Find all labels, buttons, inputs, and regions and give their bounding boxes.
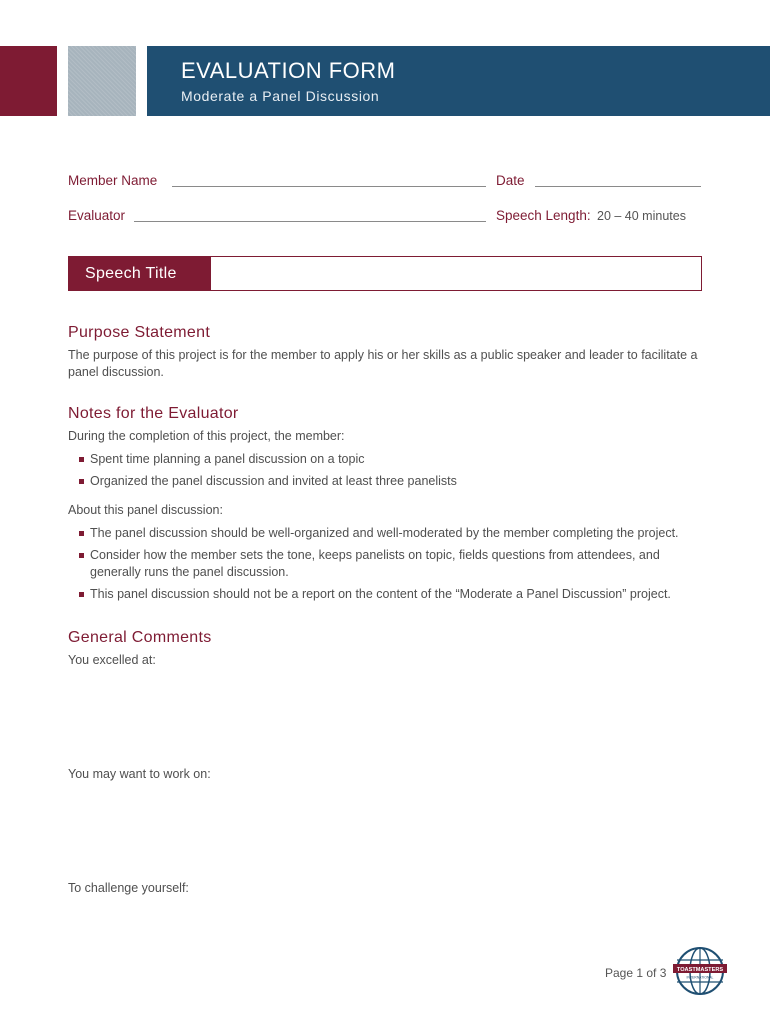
header-accent-maroon xyxy=(0,46,57,116)
form-subtitle: Moderate a Panel Discussion xyxy=(181,88,380,104)
list-item: This panel discussion should not be a report on the content of the “Moderate a Panel Discussion” project. xyxy=(78,586,703,603)
member-name-field[interactable] xyxy=(172,186,486,187)
challenge-label: To challenge yourself: xyxy=(68,881,189,895)
header-title-bar xyxy=(147,46,770,116)
work-on-label: You may want to work on: xyxy=(68,767,211,781)
page-number: Page 1 of 3 xyxy=(605,966,667,980)
list-item: Organized the panel discussion and invited at least three panelists xyxy=(78,473,703,490)
svg-text:INTERNATIONAL: INTERNATIONAL xyxy=(686,975,714,980)
purpose-heading: Purpose Statement xyxy=(68,324,211,341)
notes-heading: Notes for the Evaluator xyxy=(68,405,239,422)
speech-title-label: Speech Title xyxy=(69,257,211,290)
comments-heading: General Comments xyxy=(68,629,212,646)
speech-length-label: Speech Length: xyxy=(496,208,591,223)
date-field[interactable] xyxy=(535,186,701,187)
member-name-label: Member Name xyxy=(68,173,158,188)
purpose-text: The purpose of this project is for the member to apply his or her skills as a public speaker and leader to facilitate a panel discussion. xyxy=(68,348,698,379)
evaluator-field[interactable] xyxy=(134,221,486,222)
speech-title-input[interactable] xyxy=(212,257,701,290)
notes-intro-completion: During the completion of this project, the member: xyxy=(68,429,345,443)
excelled-label: You excelled at: xyxy=(68,653,156,667)
notes-list-completion xyxy=(78,451,703,495)
date-label: Date xyxy=(496,173,525,188)
notes-intro-about: About this panel discussion: xyxy=(68,503,223,517)
header-accent-gray xyxy=(68,46,136,116)
list-item: Spent time planning a panel discussion on a topic xyxy=(78,451,703,468)
list-item: The panel discussion should be well-organized and well-moderated by the member completing the project. xyxy=(78,525,703,542)
toastmasters-logo xyxy=(672,946,728,996)
speech-title-box xyxy=(68,256,702,291)
evaluator-label: Evaluator xyxy=(68,208,126,223)
notes-list-about xyxy=(78,525,703,608)
list-item: Consider how the member sets the tone, keeps panelists on topic, fields questions from attendees, and generally runs the panel discussion. xyxy=(78,547,703,581)
svg-text:TOASTMASTERS: TOASTMASTERS xyxy=(676,967,724,973)
form-title: EVALUATION FORM xyxy=(181,58,396,83)
speech-length-value: 20 – 40 minutes xyxy=(597,209,686,223)
